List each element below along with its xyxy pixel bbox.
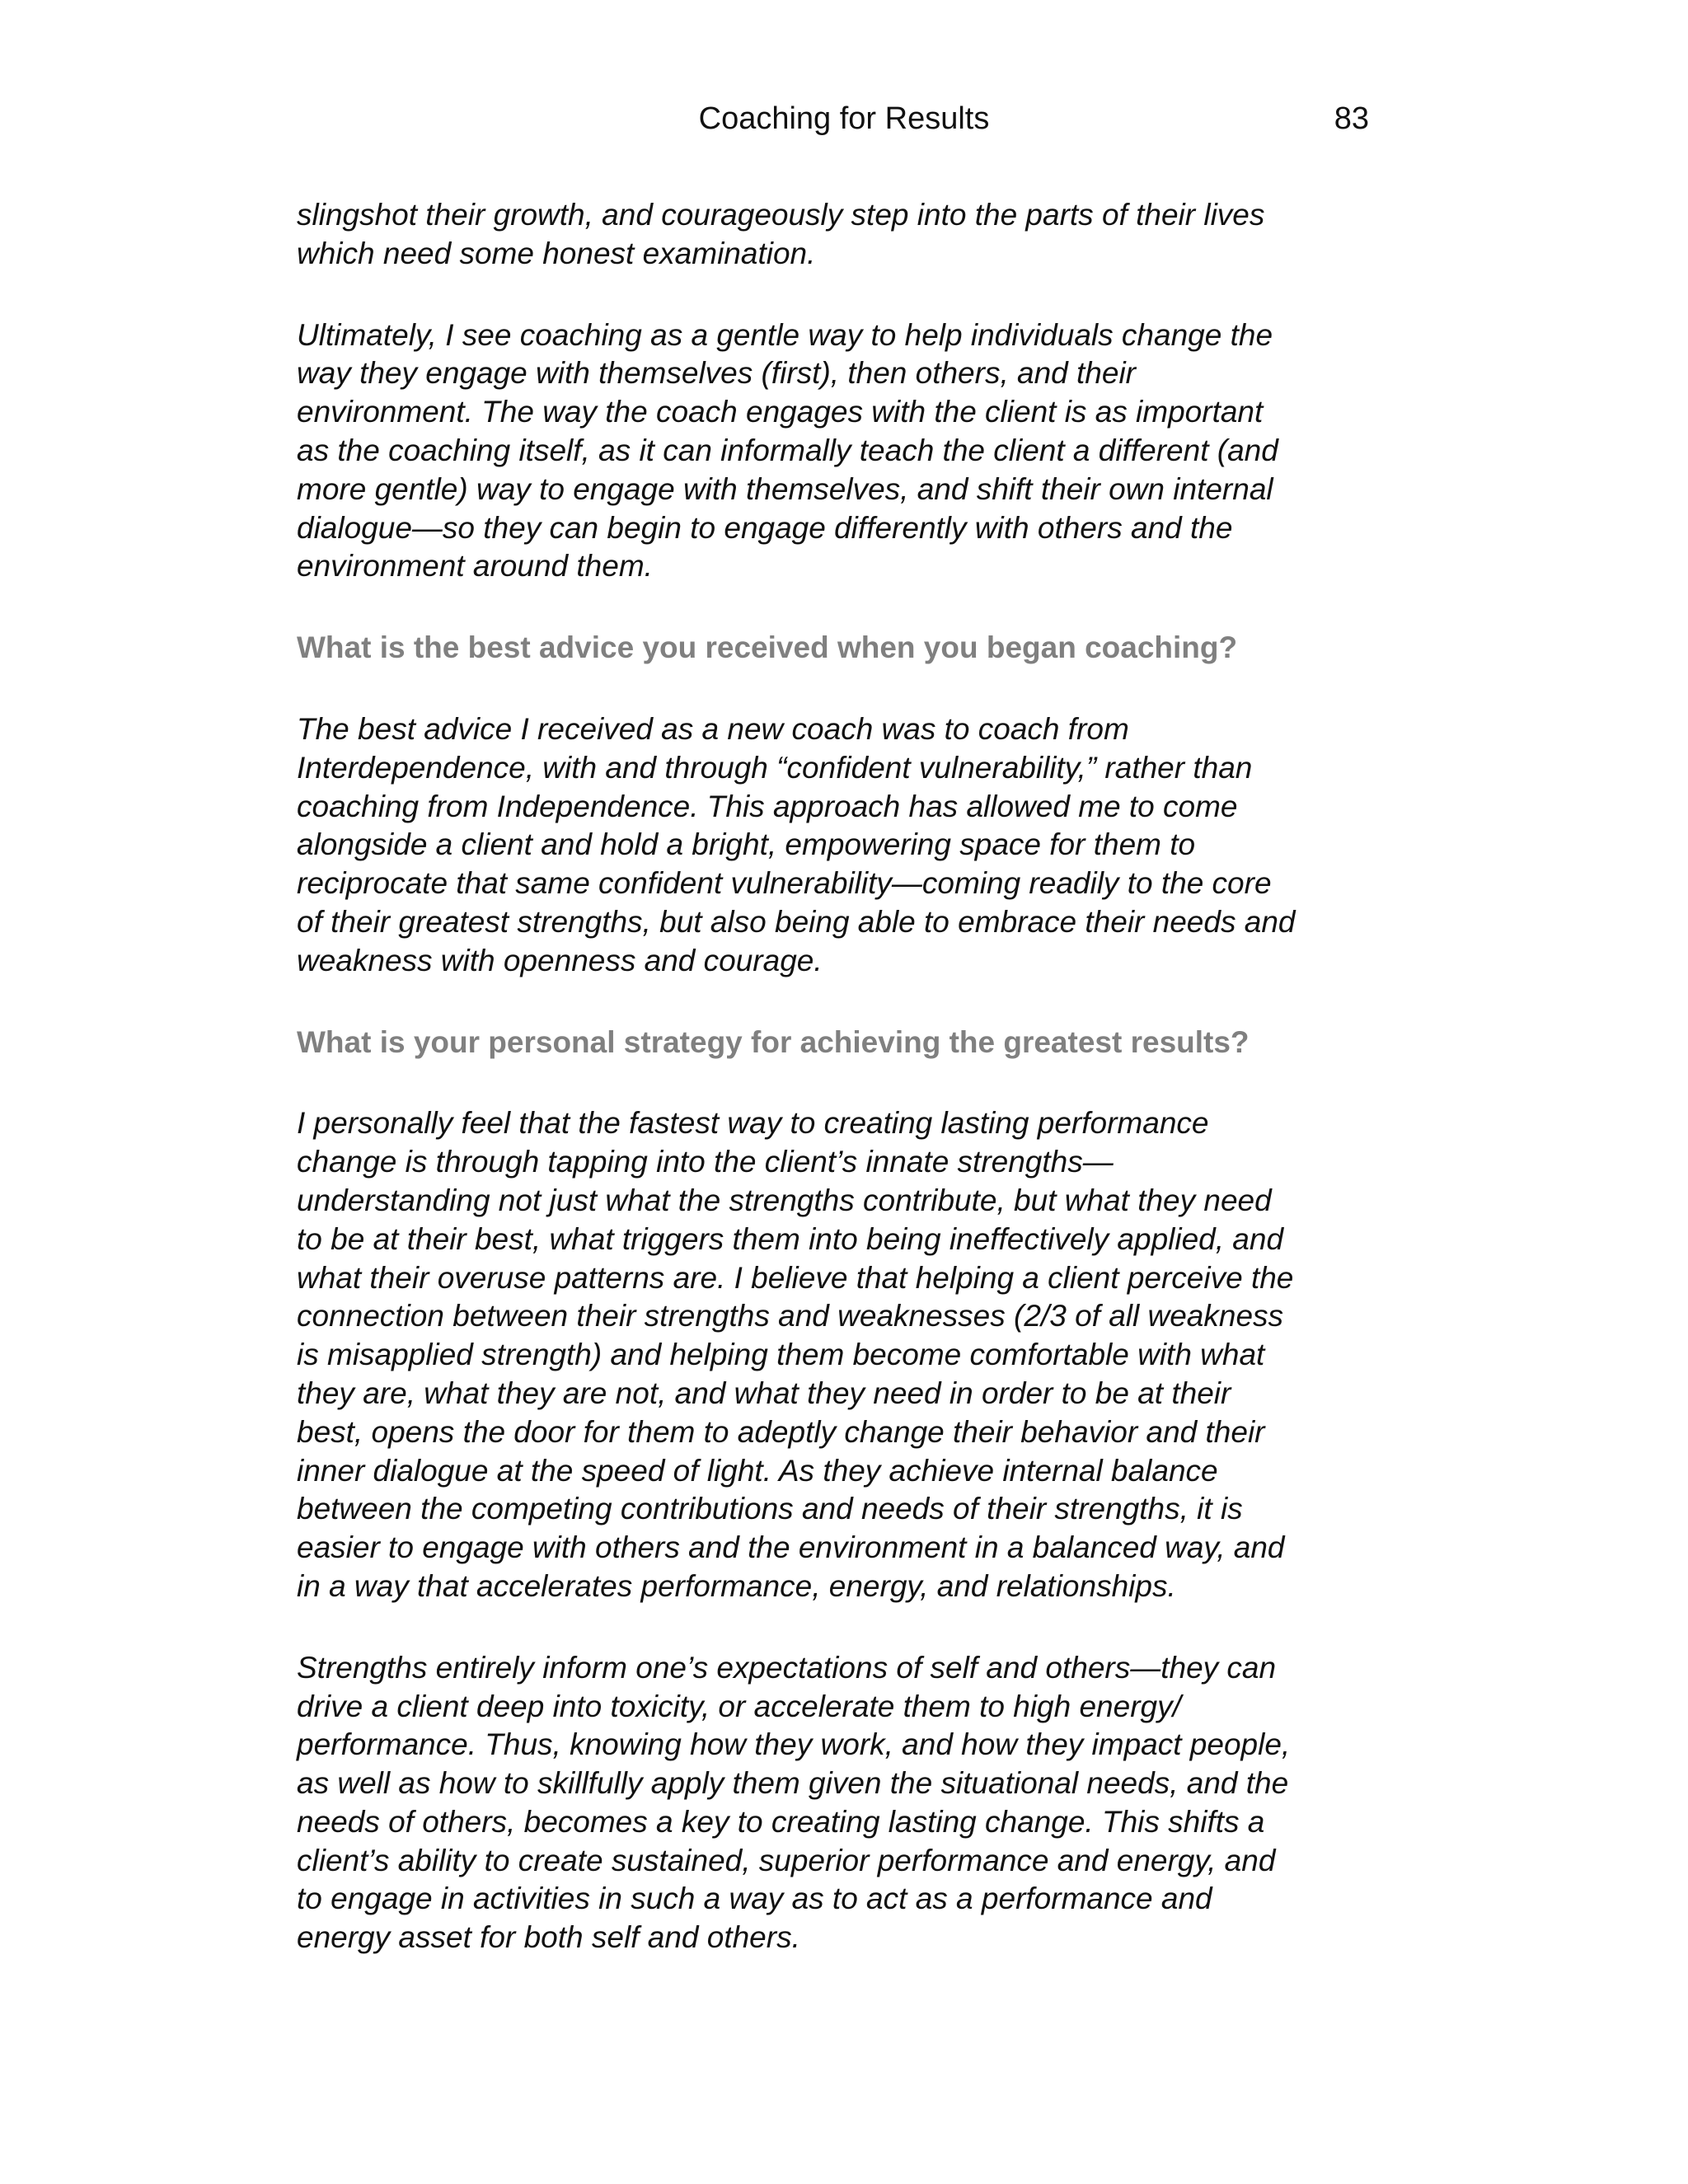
running-header [0, 97, 1688, 140]
page-body [297, 196, 1393, 2000]
page-number: 83 [1334, 101, 1369, 136]
question-heading: What is your personal strategy for achieving the greatest results? [297, 1024, 1250, 1059]
answer-paragraph: slingshot their growth, and courageously step into the parts of their lives which need some honest examination. [297, 198, 1265, 270]
answer-paragraph: I personally feel that the fastest way to creating lasting performance change is through tapping into the client’s innate strengths— understanding not just what the strengths contribute, but what they need to be at their best, what triggers them into being ineffectively applied, and what their overuse patterns are. I believe that helping a client perceive the connection between their strengths and weaknesses (2/3 of all weakness is misapplied strength) and helping them become comfortable with what they are, what they are not, and what they need in order to be at their best, opens the door for them to adeptly change their behavior and their inner dialogue at the speed of light. As they achieve internal balance between the competing contributions and needs of their strengths, it is easier to engage with others and the environment in a balanced way, and in a way that accelerates performance, energy, and relationships. [297, 1106, 1294, 1603]
question-heading: What is the best advice you received when you began coaching? [297, 630, 1238, 665]
running-title: Coaching for Results [698, 101, 990, 136]
answer-paragraph: The best advice I received as a new coach was to coach from Interdependence, with and through “confident vulnerability,” rather than coaching from Independence. This approach has allowed me to come alongside a client and hold a bright, empowering space for them to reciprocate that same confident vulnerability—coming readily to the core of their greatest strengths, but also being able to embrace their needs and weakness with openness and courage. [297, 711, 1296, 977]
answer-paragraph: Strengths entirely inform one’s expectations of self and others—they can drive a client deep into toxicity, or accelerate them to high energy/ performance. Thus, knowing how they work, and how they impact people, as well as how to skillfully apply them given the situational needs, and the needs of others, becomes a key to creating lasting change. This shifts a client’s ability to create sustained, superior performance and energy, and to engage in activities in such a way as to act as a performance and energy asset for both self and others. [297, 1650, 1291, 1955]
answer-paragraph: Ultimately, I see coaching as a gentle way to help individuals change the way they engage with themselves (first), then others, and their environment. The way the coach engages with the client is as important as the coaching itself, as it can informally teach the client a different (and more gentle) way to engage with themselves, and shift their own internal dialogue—so they can begin to engage differently with others and the environment around them. [297, 317, 1278, 583]
